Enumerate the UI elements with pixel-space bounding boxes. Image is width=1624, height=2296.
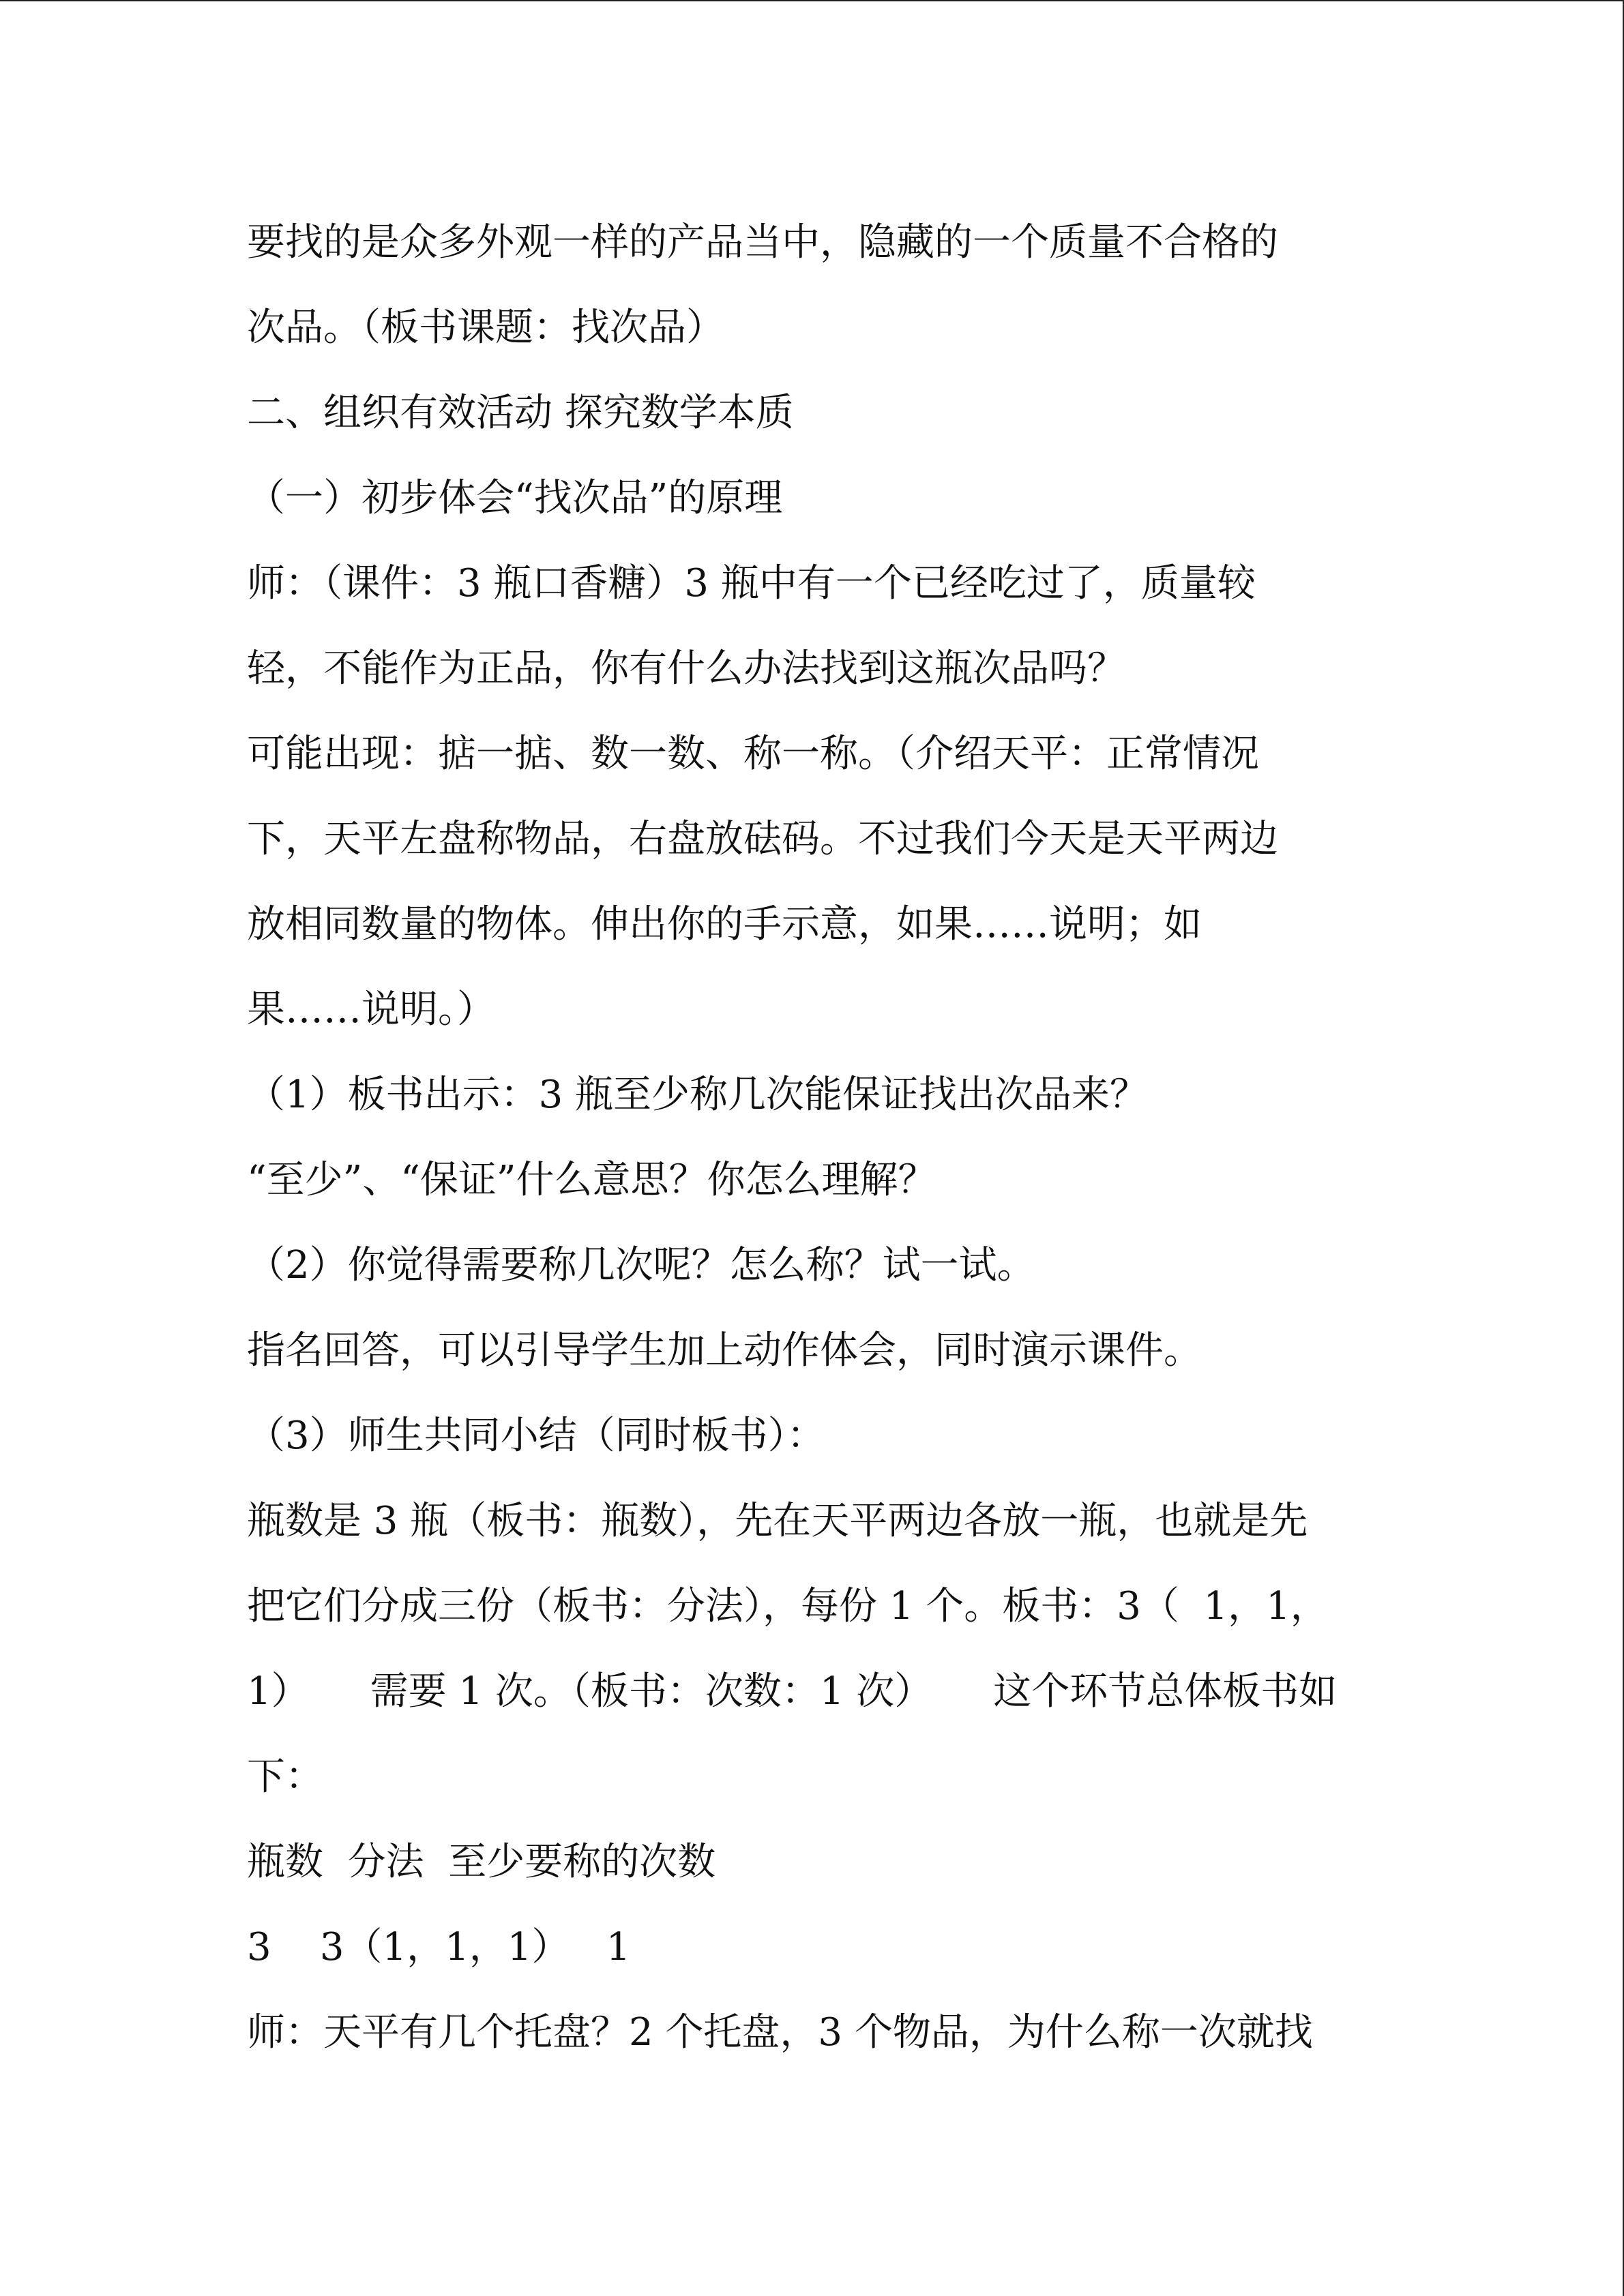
text-line: “至少”、“保证”什么意思？你怎么理解？ — [247, 1158, 936, 1202]
text-line: 可能出现：掂一掂、数一数、称一称。（介绍天平：正常情况 — [247, 732, 1259, 776]
text-line: （1）板书出示：3 瓶至少称几次能保证找出次品来？ — [247, 1073, 1149, 1117]
text-line: 果……说明。） — [247, 987, 495, 1032]
text-line: 师：天平有几个托盘？2 个托盘，3 个物品，为什么称一次就找 — [247, 2010, 1313, 2055]
subsection-heading: （一）初步体会“找次品”的原理 — [247, 476, 783, 520]
text-line: 1） 需要 1 次。（板书：次数：1 次） 这个环节总体板书如 — [247, 1669, 1338, 1714]
text-line: 师：（课件：3 瓶口香糖）3 瓶中有一个已经吃过了，质量较 — [247, 561, 1256, 606]
text-line: 把它们分成三份（板书：分法），每份 1 个。板书：3（ 1，1， — [247, 1584, 1329, 1628]
board-table-header: 瓶数 分法 至少要称的次数 — [247, 1840, 716, 1884]
section-heading: 二、组织有效活动 探究数学本质 — [247, 391, 794, 435]
text-line: 次品。（板书课题：找次品） — [247, 305, 724, 350]
text-line: 下，天平左盘称物品，右盘放砝码。不过我们今天是天平两边 — [247, 817, 1278, 861]
text-line: 要找的是众多外观一样的产品当中，隐藏的一个质量不合格的 — [247, 220, 1278, 265]
board-table-row: 3 3（1，1，1） 1 — [247, 1925, 631, 1969]
text-line: 轻，不能作为正品，你有什么办法找到这瓶次品吗？ — [247, 646, 1125, 691]
text-line: （2）你觉得需要称几次呢？怎么称？试一试。 — [247, 1243, 1035, 1287]
document-body — [247, 200, 1393, 2075]
text-line: 指名回答，可以引导学生加上动作体会，同时演示课件。 — [247, 1328, 1202, 1373]
text-line: 下： — [247, 1755, 323, 1799]
text-line: （3）师生共同小结（同时板书）： — [247, 1414, 825, 1458]
text-line: 放相同数量的物体。伸出你的手示意，如果……说明；如 — [247, 902, 1202, 946]
text-line: 瓶数是 3 瓶（板书：瓶数），先在天平两边各放一瓶，也就是先 — [247, 1499, 1308, 1543]
